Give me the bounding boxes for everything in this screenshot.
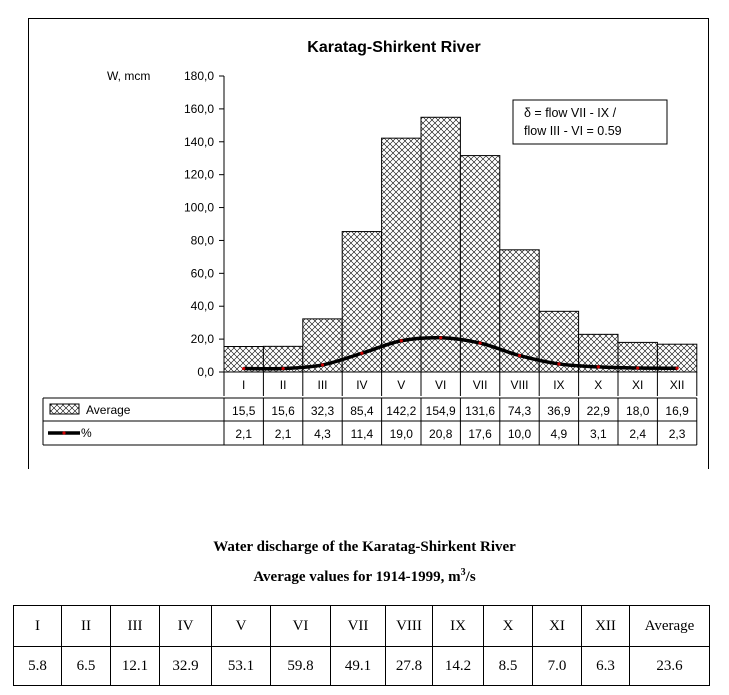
percent-point-IX: [557, 362, 560, 365]
table-header-cell-III: III: [111, 606, 160, 647]
x-tick-label-XII: XII: [669, 378, 685, 392]
average-value-IV: 85,4: [350, 404, 374, 418]
percent-point-X: [597, 365, 600, 368]
percent-value-VI: 20,8: [429, 427, 453, 441]
caption-unit-suffix: /s: [465, 569, 476, 585]
percent-value-XII: 2,3: [668, 427, 686, 441]
percent-point-XII: [676, 367, 679, 370]
table-header-cell-IX: IX: [433, 606, 484, 647]
table-value-cell-V: 53.1: [212, 647, 271, 686]
legend-swatch-percent-marker: [62, 431, 65, 434]
x-tick-label-VII: VII: [472, 378, 488, 392]
average-value-II: 15,6: [271, 404, 295, 418]
table-header-cell-XII: XII: [582, 606, 630, 647]
y-tick-label: 0,0: [197, 365, 214, 379]
y-tick-label: 80,0: [190, 233, 214, 248]
table-header-cell-Average: Average: [630, 606, 710, 647]
average-value-V: 142,2: [386, 404, 417, 418]
average-value-XII: 16,9: [665, 404, 689, 418]
average-value-XI: 18,0: [626, 404, 650, 418]
y-tick-label: 160,0: [183, 101, 214, 116]
table-value-cell-II: 6.5: [62, 647, 111, 686]
table-value-cell-XII: 6.3: [582, 647, 630, 686]
table-value-cell-VI: 59.8: [271, 647, 331, 686]
table-header-row: [14, 606, 710, 647]
caption-superscript: 3: [460, 567, 466, 578]
bar-V: [382, 138, 421, 372]
average-value-VII: 131,6: [465, 404, 496, 418]
table-value-cell-X: 8.5: [484, 647, 533, 686]
y-tick-label: 100,0: [183, 200, 214, 215]
percent-value-VII: 17,6: [468, 427, 492, 441]
percent-value-IX: 4,9: [550, 427, 568, 441]
y-tick-label: 120,0: [183, 167, 214, 182]
percent-point-V: [400, 339, 403, 342]
percent-value-III: 4,3: [314, 427, 331, 441]
caption-subtitle-text: Average values for 1914-1999, m: [253, 569, 461, 585]
table-value-cell-VII: 49.1: [331, 647, 386, 686]
table-header-cell-VIII: VIII: [386, 606, 433, 647]
table-value-cell-IX: 14.2: [433, 647, 484, 686]
x-tick-label-XI: XI: [632, 378, 644, 392]
average-value-I: 15,5: [232, 404, 256, 418]
x-tick-label-V: V: [397, 378, 406, 392]
x-tick-label-I: I: [242, 378, 246, 392]
x-tick-label-X: X: [594, 378, 603, 392]
table-value-cell-VIII: 27.8: [386, 647, 433, 686]
legend-label-percent: %: [81, 426, 92, 440]
percent-point-VI: [439, 336, 442, 339]
annotation-line-1: δ = flow VII - IX /: [524, 106, 617, 120]
table-header-cell-IV: IV: [160, 606, 212, 647]
caption-subtitle: [0, 567, 729, 586]
bar-VI: [421, 117, 460, 372]
average-value-VI: 154,9: [425, 404, 456, 418]
table-value-row: [14, 647, 710, 686]
percent-point-IV: [360, 352, 363, 355]
x-tick-label-VIII: VIII: [510, 378, 529, 392]
legend-data-table: [43, 398, 697, 445]
x-tick-label-IX: IX: [553, 378, 565, 392]
table-header-cell-I: I: [14, 606, 62, 647]
percent-point-I: [242, 367, 245, 370]
y-tick-label: 140,0: [183, 134, 214, 149]
table-value-cell-Average: 23.6: [630, 647, 710, 686]
table-value-cell-III: 12.1: [111, 647, 160, 686]
x-tick-label-VI: VI: [435, 378, 447, 392]
average-value-IX: 36,9: [547, 404, 571, 418]
percent-value-V: 19,0: [389, 427, 413, 441]
percent-value-X: 3,1: [589, 427, 607, 441]
annotation-box: [513, 100, 667, 144]
bar-VIII: [500, 250, 539, 372]
y-tick-label: 40,0: [190, 299, 214, 314]
y-axis-label: W, mcm: [107, 69, 151, 83]
percent-point-III: [321, 363, 324, 366]
table-header-cell-XI: XI: [533, 606, 582, 647]
table-value-cell-I: 5.8: [14, 647, 62, 686]
average-value-III: 32,3: [310, 404, 335, 418]
chart-title: Karatag-Shirkent River: [307, 39, 481, 56]
average-value-VIII: 74,3: [507, 404, 532, 418]
annotation-line-2: flow III - VI = 0.59: [524, 124, 622, 138]
table-value-cell-XI: 7.0: [533, 647, 582, 686]
legend-swatch-average: [50, 404, 79, 414]
legend-label-average: Average: [86, 403, 131, 417]
percent-point-XI: [636, 366, 639, 369]
table-header-cell-II: II: [62, 606, 111, 647]
percent-value-XI: 2,4: [629, 427, 647, 441]
table-header-cell-X: X: [484, 606, 533, 647]
y-tick-label: 20,0: [190, 332, 214, 347]
x-tick-label-II: II: [279, 378, 287, 392]
table-header-cell-VII: VII: [331, 606, 386, 647]
average-value-X: 22,9: [586, 404, 610, 418]
bar-IV: [342, 232, 381, 372]
percent-point-VII: [479, 341, 482, 344]
caption-title: Water discharge of the Karatag-Shirkent River: [213, 539, 516, 555]
discharge-table: [13, 605, 710, 686]
y-tick-label: 60,0: [190, 266, 214, 281]
bars: [224, 117, 697, 372]
x-tick-label-III: III: [317, 378, 328, 392]
percent-point-II: [282, 367, 285, 370]
percent-value-IV: 11,4: [350, 427, 374, 441]
percent-value-II: 2,1: [274, 427, 292, 441]
table-value-cell-IV: 32.9: [160, 647, 212, 686]
table-header-cell-VI: VI: [271, 606, 331, 647]
table-header-cell-V: V: [212, 606, 271, 647]
x-tick-label-IV: IV: [356, 378, 368, 392]
percent-value-VIII: 10,0: [507, 427, 532, 441]
percent-value-I: 2,1: [235, 427, 253, 441]
y-tick-label: 180,0: [183, 69, 214, 83]
percent-point-VIII: [518, 354, 521, 357]
